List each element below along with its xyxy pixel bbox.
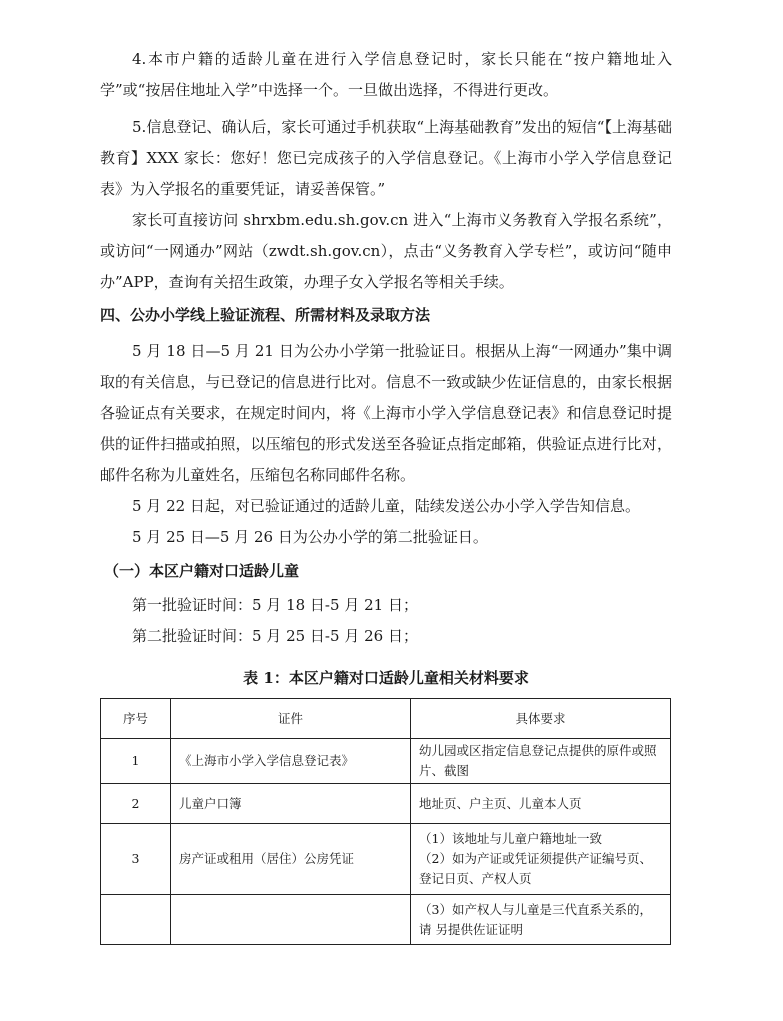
requirement-line: （3）如产权人与儿童是三代直系关系的，请 另提供佐证证明 (419, 901, 652, 937)
paragraph-notice-send: 5 月 22 日起，对已验证通过的适龄儿童，陆续发送公办小学入学告知信息。 (132, 497, 640, 515)
requirement-line: （1）该地址与儿童户籍地址一致 (419, 831, 602, 846)
table-row (101, 739, 671, 784)
cell-document: 房产证或租用（居住）公房凭证 (171, 824, 411, 895)
cell-document: 儿童户口簿 (171, 784, 411, 824)
table-caption: 表 1：本区户籍对口适龄儿童相关材料要求 (243, 669, 529, 687)
materials-table (100, 698, 671, 945)
cell-document (171, 895, 411, 945)
cell-no: 3 (101, 824, 171, 895)
batch1-time: 第一批验证时间：5 月 18 日-5 月 21 日； (132, 596, 418, 614)
section-heading-4: 四、公办小学线上验证流程、所需材料及录取方法 (100, 306, 431, 324)
table-row (101, 784, 671, 824)
cell-no: 1 (101, 739, 171, 784)
table-header-row (101, 699, 671, 739)
cell-no (101, 895, 171, 945)
header-requirement: 具体要求 (411, 699, 671, 739)
requirement-line: 地址页、户主页、儿童本人页 (419, 795, 582, 811)
paragraph-verification-batch1: 5 月 18 日—5 月 21 日为公办小学第一批验证日。根据从上海“一网通办”集中调取的有关信息，与已登记的信息进行比对。信息不一致或缺少佐证信息的，由家长根据各验证点有关要求，在规定时间内，将《上海市小学入学信息登记表》和信息登记时提供的证件扫描或拍照，以压缩包的形式发送至各验证点指定邮箱，供验证点进行比对，邮件名称为儿童姓名，压缩包名称同邮件名称。 (100, 342, 672, 484)
cell-requirement (411, 739, 671, 784)
cell-requirement (411, 895, 671, 945)
requirement-line: （2）如为产证或凭证须提供产证编号页、登记日页、产权人页 (419, 851, 652, 886)
table-row (101, 895, 671, 945)
cell-requirement (411, 784, 671, 824)
table-row (101, 824, 671, 895)
header-no: 序号 (101, 699, 171, 739)
cell-requirement (411, 824, 671, 895)
paragraph-item-5: 5.信息登记、确认后，家长可通过手机获取“上海基础教育”发出的短信“【上海基础教育】XXX 家长：您好！您已完成孩子的入学信息登记。《上海市小学入学信息登记表》为入学报名的重要凭证，请妥善保管。” (100, 118, 672, 198)
subsection-heading-1: （一）本区户籍对口适龄儿童 (104, 562, 300, 580)
cell-no: 2 (101, 784, 171, 824)
batch2-time: 第二批验证时间：5 月 25 日-5 月 26 日； (132, 627, 418, 645)
paragraph-access-info: 家长可直接访问 shrxbm.edu.sh.gov.cn 进入“上海市义务教育入学报名系统”，或访问“一网通办”网站（zwdt.sh.gov.cn），点击“义务教育入学专栏”，或访问“随申办”APP，查询有关招生政策，办理子女入学报名等相关手续。 (100, 211, 672, 291)
paragraph-item-4: 4.本市户籍的适龄儿童在进行入学信息登记时，家长只能在“按户籍地址入学”或“按居住地址入学”中选择一个。一旦做出选择，不得进行更改。 (100, 50, 672, 99)
requirement-line: 幼儿园或区指定信息登记点提供的原件或照片、截图 (419, 743, 657, 778)
cell-document: 《上海市小学入学信息登记表》 (171, 739, 411, 784)
header-document: 证件 (171, 699, 411, 739)
paragraph-verification-batch2: 5 月 25 日—5 月 26 日为公办小学的第二批验证日。 (132, 528, 488, 546)
